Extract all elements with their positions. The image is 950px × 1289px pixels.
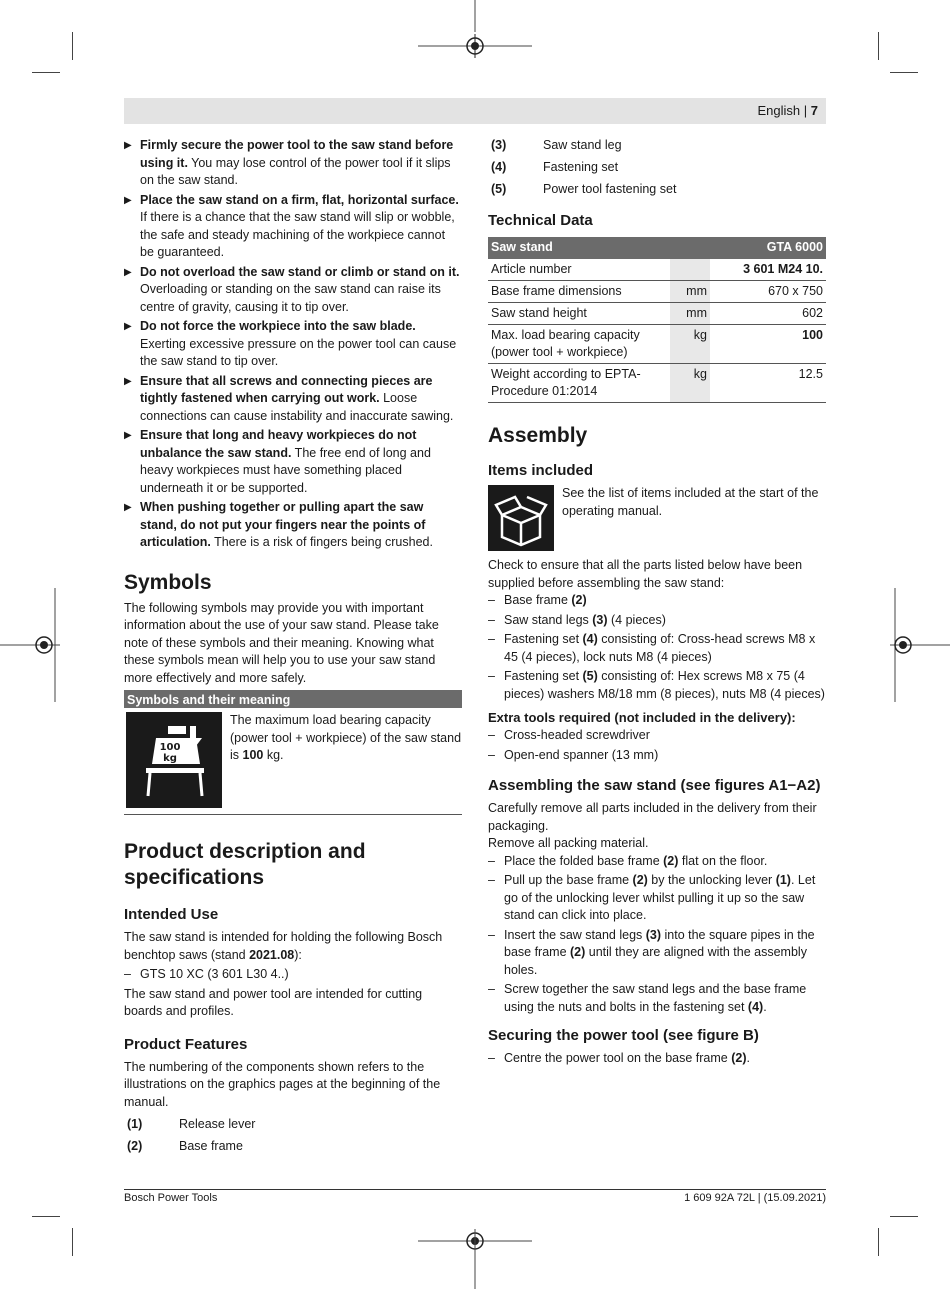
symbol-desc-post: kg.: [263, 748, 284, 762]
bullet-bold: When pushing together or pulling apart the saw stand, do not put your fingers near the points of articulation.: [140, 500, 426, 549]
part-bold: (3): [592, 612, 608, 627]
extra-tool-text: Open-end spanner (13 mm): [504, 747, 659, 762]
securing-step-post: .: [746, 1051, 750, 1065]
safety-bullet: [124, 192, 462, 262]
tech-value: 670 x 750: [710, 281, 826, 303]
step-bold: (2): [663, 853, 679, 868]
bullet-arrow-icon: ▶: [124, 140, 132, 151]
bullet-bold: Do not overload the saw stand or climb or stand on it.: [140, 264, 460, 279]
bullet-bold: Place the saw stand on a firm, flat, horizontal surface.: [140, 192, 459, 207]
feature-number: (4): [491, 160, 507, 175]
feature-label: Saw stand leg: [543, 138, 622, 153]
intended-use-item: – GTS 10 XC (3 601 L30 4..): [124, 967, 289, 981]
feature-item: [124, 1114, 462, 1136]
feature-number: (3): [491, 138, 507, 153]
tech-header-left: Saw stand: [488, 237, 670, 259]
bullet-text: Exerting excessive pressure on the power tool can cause the saw stand to tip over.: [140, 336, 457, 368]
symbols-intro: The following symbols may provide you with important information about the use of your saw stand. Please take note of these symbols and their meaning. Knowing what these symbols mean will help you to use your saw stand more effectively and more safely.: [124, 600, 439, 685]
part-post: (4 pieces): [607, 612, 666, 627]
step-bold2: (2): [570, 945, 586, 959]
intended-use-item-text: GTS 10 XC (3 601 L30 4..): [140, 967, 289, 981]
footer-left: Bosch Power Tools: [124, 1192, 218, 1204]
bullet-bold: Ensure that long and heavy workpieces do not unbalance the saw stand.: [140, 428, 417, 460]
step-bold: (2): [632, 873, 648, 887]
bullet-text: The free end of long and heavy workpieces must have something placed underneath it or be supported.: [140, 445, 431, 495]
tech-unit: kg: [670, 364, 710, 403]
part-bold: (4): [582, 632, 598, 646]
step-post2: . Let go of the unlocking lever whilst pulling it up so the saw stand can click into place.: [504, 873, 816, 922]
right-column: [488, 135, 826, 1070]
step-post: by the unlocking lever: [647, 873, 776, 887]
bullet-bold: Firmly secure the power tool to the saw stand before using it.: [140, 138, 454, 170]
step-bold: (3): [645, 927, 662, 942]
tech-header-unit: [670, 237, 710, 259]
box-icon: [488, 485, 554, 551]
extra-tool-item: – Cross-headed screwdriver: [488, 728, 650, 742]
page-header: [124, 98, 826, 124]
footer-rule: [124, 1189, 826, 1190]
features-list-right: [488, 135, 826, 201]
tech-row: [488, 259, 826, 281]
bullet-bold: Do not force the workpiece into the saw blade.: [140, 319, 416, 333]
intended-use-post: ):: [294, 947, 302, 962]
extra-tool-text: Cross-headed screwdriver: [504, 728, 650, 742]
part-item: – Base frame (2): [488, 593, 587, 607]
bullet-arrow-icon: ▶: [124, 194, 132, 206]
safety-bullet: [124, 137, 462, 190]
symbol-desc-bold: 100: [242, 748, 264, 762]
check-text: Check to ensure that all the parts listed below have been supplied before assembling the saw stand:: [488, 558, 803, 590]
safety-bullets: [124, 137, 462, 552]
technical-data-table: [488, 237, 826, 403]
extra-tools-list: [488, 727, 826, 764]
feature-number: (1): [127, 1117, 143, 1132]
assembling-intro: Carefully remove all parts included in the delivery from their packaging.: [488, 801, 817, 833]
page-number: 7: [810, 103, 818, 118]
bullet-text: Loose connections can cause instability and inaccurate sawing.: [140, 391, 454, 423]
assembling-step: – Pull up the base frame (2) by the unlocking lever (1). Let go of the unlocking lever whilst pulling it up so the saw stand can click into place.: [488, 873, 816, 922]
header-language: English: [757, 103, 801, 118]
assembling-step: – Screw together the saw stand legs and the base frame using the nuts and bolts in the fastening set (4).: [488, 982, 807, 1014]
step-pre: Place the folded base frame: [504, 853, 664, 868]
symbols-table-row: [124, 708, 462, 815]
extra-tools-title: Extra tools required (not included in the delivery):: [488, 710, 796, 725]
tech-value: 602: [710, 303, 826, 325]
symbols-table-header: Symbols and their meaning: [124, 690, 462, 708]
registration-mark-top-icon: [418, 0, 532, 70]
tech-row: [488, 364, 826, 403]
part-post: consisting of: Cross-head screws M8 x 45 (4 pieces), lock nuts M8 (4 pieces): [504, 632, 816, 664]
tech-unit: [670, 259, 710, 281]
features-title: Product Features: [124, 1035, 248, 1053]
bullet-arrow-icon: ▶: [124, 266, 132, 278]
feature-item: [488, 135, 826, 157]
tech-label: Max. load bearing capacity (power tool + workpiece): [488, 325, 670, 364]
securing-step: – Centre the power tool on the base frame (2).: [488, 1051, 750, 1065]
bullet-text: Overloading or standing on the saw stand can raise its centre of gravity, causing it to tip over.: [140, 282, 441, 314]
items-included-note: See the list of items included at the start of the operating manual.: [562, 486, 819, 518]
bullet-arrow-icon: ▶: [124, 502, 132, 513]
symbol-desc-pre: The maximum load bearing capacity (power tool + workpiece) of the saw stand is: [230, 713, 462, 762]
tech-unit: kg: [670, 325, 710, 364]
symbol-weight-bottom: kg: [163, 753, 177, 764]
assembling-step: – Place the folded base frame (2) flat on the floor.: [488, 853, 768, 868]
tech-value: 12.5: [710, 364, 826, 403]
tech-label: Saw stand height: [488, 303, 670, 325]
intended-use-title: Intended Use: [124, 906, 219, 923]
intended-use-pre: The saw stand is intended for holding the following Bosch benchtop saws (stand: [124, 930, 443, 962]
symbols-title: Symbols: [124, 570, 212, 594]
part-pre: Fastening set: [504, 669, 583, 683]
symbol-weight-top: 100: [159, 742, 181, 753]
feature-label: Power tool fastening set: [543, 182, 677, 197]
bullet-arrow-icon: ▶: [124, 321, 132, 332]
intended-use-bold: 2021.08: [249, 947, 295, 962]
bullet-text: You may lose control of the power tool if it slips on the saw stand.: [140, 155, 451, 187]
feature-number: (5): [491, 182, 507, 197]
part-item: – Fastening set (5) consisting of: Hex screws M8 x 75 (4 pieces) washers M8/18 mm (8 pieces), nuts M8 (4 pieces): [488, 669, 825, 701]
part-post: consisting of: Hex screws M8 x 75 (4 pieces) washers M8/18 mm (8 pieces), nuts M8 (4 pieces): [504, 669, 825, 701]
tech-value: 100: [710, 325, 826, 364]
header-text: English | 7: [757, 103, 818, 118]
intended-use-text: [124, 929, 462, 964]
safety-bullet: [124, 427, 462, 497]
tech-row: [488, 281, 826, 303]
features-intro: The numbering of the components shown refers to the illustrations on the graphics pages at the beginning of the manual.: [124, 1059, 441, 1109]
registration-mark-left-icon: [0, 588, 60, 702]
tech-header-right: GTA 6000: [710, 237, 826, 259]
step-bold2: (1): [775, 873, 791, 887]
assembly-title: Assembly: [488, 424, 588, 447]
bullet-arrow-icon: ▶: [124, 375, 132, 387]
part-item: – Fastening set (4) consisting of: Cross-head screws M8 x 45 (4 pieces), lock nuts M8 (4 pieces): [488, 632, 816, 664]
tech-label: Weight according to EPTA-Procedure 01:2014: [488, 364, 670, 403]
part-bold: (5): [582, 669, 598, 683]
step-post: flat on the floor.: [678, 853, 768, 868]
part-pre: Saw stand legs: [504, 612, 593, 627]
step-pre: Insert the saw stand legs: [504, 927, 646, 942]
extra-tool-item: – Open-end spanner (13 mm): [488, 747, 659, 762]
registration-mark-right-icon: [890, 588, 950, 702]
tech-unit: mm: [670, 281, 710, 303]
registration-mark-bottom-icon: [418, 1222, 532, 1289]
safety-bullet: [124, 318, 462, 371]
product-title: Product description and specifications: [124, 840, 366, 889]
assembling-intro2: Remove all packing material.: [488, 836, 649, 850]
feature-label: Fastening set: [543, 160, 619, 175]
bullet-text: If there is a chance that the saw stand will slip or wobble, the safe and steady machining of the workpiece cannot be guaranteed.: [140, 210, 455, 259]
feature-label: Release lever: [179, 1117, 256, 1132]
step-bold: (4): [747, 999, 764, 1014]
assembling-step: – Insert the saw stand legs (3) into the square pipes in the base frame (2) until they are aligned with the assembly holes.: [488, 927, 815, 977]
securing-title: Securing the power tool (see figure B): [488, 1027, 759, 1044]
step-post: into the square pipes in the base frame: [504, 927, 815, 959]
tech-value: 3 601 M24 10.: [710, 259, 826, 281]
feature-item: [488, 157, 826, 179]
feature-item: [124, 1136, 462, 1158]
footer-right: 1 609 92A 72L | (15.09.2021): [684, 1192, 826, 1204]
step-pre: Screw together the saw stand legs and the base frame using the nuts and bolts in the fastening set: [504, 982, 807, 1014]
symbol-description: [222, 712, 462, 808]
feature-item: [488, 179, 826, 201]
parts-list: [488, 592, 826, 703]
load-capacity-symbol-icon: [126, 712, 222, 808]
safety-bullet: [124, 499, 462, 552]
securing-step-pre: Centre the power tool on the base frame: [504, 1051, 732, 1065]
left-column: [124, 137, 462, 1158]
tech-unit: mm: [670, 303, 710, 325]
part-pre: Fastening set: [504, 632, 583, 646]
safety-bullet: [124, 373, 462, 426]
step-post: .: [763, 999, 767, 1014]
bullet-arrow-icon: ▶: [124, 430, 132, 441]
safety-bullet: [124, 264, 462, 317]
tech-label: Base frame dimensions: [488, 281, 670, 303]
part-bold: (2): [571, 593, 587, 607]
securing-step-bold: (2): [731, 1051, 747, 1065]
step-post2: until they are aligned with the assembly holes.: [504, 945, 807, 977]
items-included-row: [488, 485, 826, 551]
items-included-title: Items included: [488, 462, 594, 479]
tech-row: [488, 325, 826, 364]
part-item: – Saw stand legs (3) (4 pieces): [488, 612, 666, 627]
part-pre: Base frame: [504, 593, 572, 607]
assembling-steps: [488, 853, 826, 1017]
assembling-title: Assembling the saw stand (see figures A1−A2): [488, 777, 821, 794]
bullet-text: There is a risk of fingers being crushed.: [210, 535, 433, 549]
technical-data-title: Technical Data: [488, 212, 593, 229]
feature-number: (2): [127, 1139, 143, 1154]
bullet-bold: Ensure that all screws and connecting pieces are tightly fastened when carrying out work.: [140, 373, 433, 405]
tech-row: [488, 303, 826, 325]
intended-use-note: The saw stand and power tool are intended for cutting boards and profiles.: [124, 986, 423, 1018]
tech-label: Article number: [488, 259, 670, 281]
features-list-left: [124, 1114, 462, 1158]
feature-label: Base frame: [179, 1139, 243, 1154]
step-pre: Pull up the base frame: [504, 873, 633, 887]
